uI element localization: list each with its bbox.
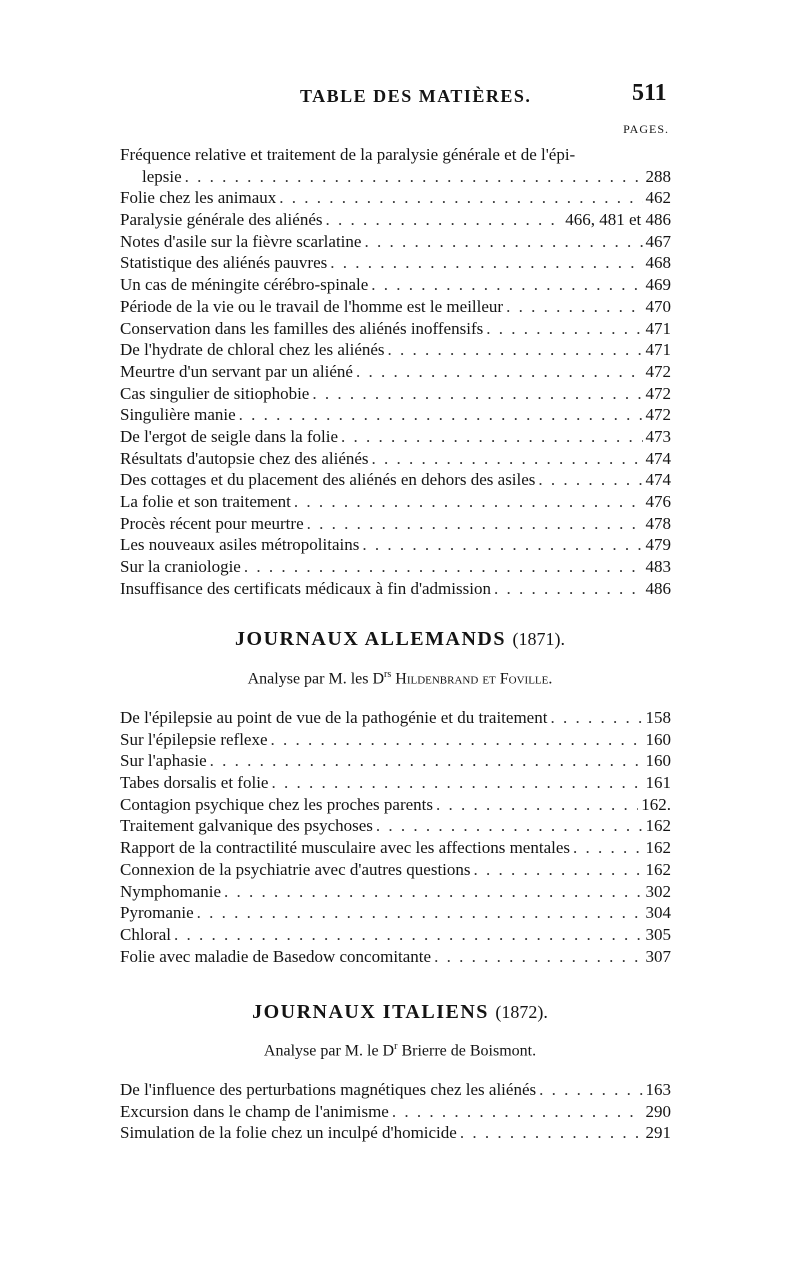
toc-entry <box>120 946 671 968</box>
toc-entry <box>120 361 671 383</box>
toc-entry-title: Sur l'aphasie <box>120 751 207 771</box>
toc-entry-page: 472 <box>645 405 671 425</box>
leader-dots <box>364 231 642 253</box>
toc-entry <box>120 187 671 209</box>
toc-entry <box>120 902 671 924</box>
analysis-prefix: Analyse par M. le D <box>263 1042 395 1060</box>
toc-entry-page: 304 <box>645 903 671 923</box>
toc-entry-title: Pyromanie <box>120 903 194 923</box>
toc-entry-page: 483 <box>645 557 671 577</box>
toc-entry <box>120 794 671 816</box>
toc-entry <box>120 318 671 340</box>
leader-dots <box>494 578 643 600</box>
leader-dots <box>271 729 643 751</box>
leader-dots <box>388 339 643 361</box>
toc-entry-page: 472 <box>645 361 671 381</box>
toc-entry <box>120 448 671 470</box>
toc-entry <box>120 404 671 426</box>
leader-dots <box>239 404 643 426</box>
toc-entry <box>120 166 671 188</box>
toc-entry-title: Procès récent pour meurtre <box>120 513 304 533</box>
toc-entry-title: Conservation dans les familles des aliénés inoffensifs <box>120 318 484 338</box>
toc-entry <box>120 252 671 274</box>
section-heading-year: (1871). <box>512 629 565 649</box>
toc-entry <box>120 556 671 578</box>
toc-entry-title: Des cottages et du placement des aliénés en dehors des asiles <box>120 470 536 490</box>
toc-entry-page: 473 <box>645 426 671 446</box>
toc-list-allemands <box>120 707 671 967</box>
toc-entry-page: 302 <box>645 881 671 901</box>
toc-entry-page: 305 <box>645 924 671 944</box>
toc-entry <box>120 815 671 837</box>
toc-entry-title: Excursion dans le champ de l'animisme <box>120 1101 389 1121</box>
toc-entry <box>120 231 671 253</box>
toc-entry-title: Meurtre d'un servant par un aliéné <box>120 361 353 381</box>
toc-entry-title: Folie chez les animaux <box>120 188 277 208</box>
toc-entry <box>120 859 671 881</box>
toc-entry-title: La folie et son traitement <box>120 492 291 511</box>
toc-entry-page: 478 <box>645 513 671 533</box>
toc-entry <box>120 772 671 794</box>
section-heading-italiens <box>0 1001 800 1024</box>
toc-entry-page: 471 <box>645 340 671 360</box>
toc-entry-title: Un cas de méningite cérébro-spinale <box>120 275 369 295</box>
toc-entry-page: 288 <box>645 166 671 186</box>
toc-entry-title: Fréquence relative et traitement de la paralysie générale et de l'épi- <box>120 145 576 164</box>
toc-entry <box>120 1122 671 1144</box>
leader-dots <box>474 859 643 881</box>
leader-dots <box>550 707 642 729</box>
leader-dots <box>294 491 643 513</box>
toc-entry <box>120 578 671 600</box>
toc-entry-page: 468 <box>645 253 671 273</box>
toc-entry <box>120 469 671 491</box>
toc-entry <box>120 339 671 361</box>
leader-dots <box>356 361 643 383</box>
leader-dots <box>376 815 643 837</box>
toc-entry <box>120 274 671 296</box>
toc-entry <box>120 144 671 166</box>
toc-entry-page: 479 <box>645 535 671 555</box>
leader-dots <box>371 274 642 296</box>
analysis-credit-italiens <box>0 1041 800 1060</box>
analysis-names: Hildenbrand et Foville. <box>395 670 553 688</box>
toc-entry-title: Traitement galvanique des psychoses <box>120 816 373 836</box>
leader-dots <box>372 448 643 470</box>
analysis-names: Brierre de Boismont. <box>401 1042 537 1060</box>
leader-dots <box>185 166 643 188</box>
toc-entry-page: 474 <box>645 470 671 490</box>
toc-entry <box>120 1101 671 1123</box>
toc-entry-title: Notes d'asile sur la fièvre scarlatine <box>120 231 362 251</box>
leader-dots <box>506 296 642 318</box>
toc-entry <box>120 491 671 513</box>
toc-entry-page: 472 <box>645 383 671 403</box>
toc-entry-page: 486 <box>645 578 671 598</box>
leader-dots <box>271 772 642 794</box>
section-heading-text: JOURNAUX ITALIENS <box>252 1001 489 1023</box>
toc-entry <box>120 383 671 405</box>
leader-dots <box>174 924 643 946</box>
toc-entry-page: 161 <box>645 773 671 793</box>
toc-entry-title: De l'hydrate de chloral chez les aliénés <box>120 340 385 360</box>
toc-entry-title: Connexion de la psychiatrie avec d'autres questions <box>120 859 471 879</box>
leader-dots <box>538 469 642 491</box>
toc-entry-title: Folie avec maladie de Basedow concomitante <box>120 946 432 966</box>
toc-entry <box>120 209 671 231</box>
toc-entry-title: Insuffisance des certificats médicaux à fin d'admission <box>120 578 491 598</box>
toc-entry-page: 291 <box>645 1123 671 1143</box>
toc-entry-title: Nymphomanie <box>120 881 222 901</box>
toc-entry <box>120 837 671 859</box>
toc-entry <box>120 513 671 535</box>
analysis-prefix: Analyse par M. les D <box>247 670 385 688</box>
leader-dots <box>197 902 643 924</box>
toc-entry-title: lepsie <box>142 166 182 186</box>
leader-dots <box>210 750 643 772</box>
leader-dots <box>224 881 642 903</box>
analysis-sup: r <box>394 1041 398 1052</box>
toc-entry <box>120 750 671 772</box>
toc-list-top <box>120 144 671 599</box>
section-heading-text: JOURNAUX ALLEMANDS <box>235 628 506 650</box>
toc-entry-title: Résultats d'autopsie chez des aliénés <box>120 448 369 468</box>
toc-entry-page: 466, 481 et 486 <box>565 210 671 230</box>
leader-dots <box>326 209 563 231</box>
toc-entry-page: 160 <box>645 751 671 771</box>
toc-entry-title: Cas singulier de sitiophobie <box>120 383 310 403</box>
toc-entry-page: 163 <box>645 1080 671 1099</box>
leader-dots <box>279 187 642 209</box>
leader-dots <box>436 794 638 816</box>
leader-dots <box>434 946 642 968</box>
toc-entry-title: Les nouveaux asiles métropolitains <box>120 535 360 555</box>
toc-entry-page: 474 <box>645 448 671 468</box>
analysis-credit-allemands <box>0 669 800 688</box>
toc-entry-page: 290 <box>645 1101 671 1121</box>
toc-entry-title: Chloral <box>120 924 171 944</box>
toc-entry-page: 469 <box>645 275 671 295</box>
section-heading-year: (1872). <box>495 1002 548 1022</box>
leader-dots <box>460 1122 643 1144</box>
toc-entry-page: 476 <box>645 492 671 511</box>
toc-entry-title: Singulière manie <box>120 405 236 425</box>
toc-entry-page: 162. <box>641 794 671 814</box>
toc-entry <box>120 881 671 903</box>
toc-entry-page: 162 <box>645 816 671 836</box>
toc-entry-page: 462 <box>645 188 671 208</box>
toc-entry <box>120 296 671 318</box>
toc-entry-title: De l'influence des perturbations magnétiques chez les aliénés <box>120 1080 537 1099</box>
toc-entry-title: Tabes dorsalis et folie <box>120 773 269 793</box>
toc-entry <box>120 729 671 751</box>
toc-entry-title: Rapport de la contractilité musculaire avec les affections mentales <box>120 838 571 858</box>
section-heading-allemands <box>0 628 800 651</box>
toc-entry <box>120 534 671 556</box>
leader-dots <box>244 556 643 578</box>
toc-entry-title: De l'ergot de seigle dans la folie <box>120 426 339 446</box>
toc-entry-title: Contagion psychique chez les proches parents <box>120 794 433 814</box>
toc-entry <box>120 1079 671 1101</box>
leader-dots <box>392 1101 643 1123</box>
leader-dots <box>539 1079 642 1101</box>
leader-dots <box>307 513 643 535</box>
toc-entry-page: 158 <box>645 708 671 727</box>
leader-dots <box>341 426 642 448</box>
toc-entry-title: De l'épilepsie au point de vue de la pathogénie et du traitement <box>120 708 548 727</box>
toc-entry-page: 307 <box>645 946 671 966</box>
leader-dots <box>573 837 642 859</box>
toc-entry-page: 470 <box>645 296 671 316</box>
running-title: TABLE DES MATIÈRES. <box>300 86 532 106</box>
leader-dots <box>312 383 642 405</box>
toc-entry-page: 162 <box>645 838 671 858</box>
toc-entry-page: 467 <box>645 231 671 251</box>
toc-entry-title: Sur l'épilepsie reflexe <box>120 729 268 749</box>
toc-entry <box>120 924 671 946</box>
leader-dots <box>486 318 642 340</box>
toc-entry-title: Paralysie générale des aliénés <box>120 210 323 230</box>
toc-entry-title: Période de la vie ou le travail de l'homme est le meilleur <box>120 296 504 316</box>
toc-entry <box>120 707 671 729</box>
page-number: 511 <box>632 80 667 106</box>
leader-dots <box>330 252 642 274</box>
toc-list-italiens <box>120 1079 671 1144</box>
toc-entry-title: Simulation de la folie chez un inculpé d'homicide <box>120 1123 457 1143</box>
leader-dots <box>362 534 642 556</box>
toc-entry-title: Sur la craniologie <box>120 557 241 577</box>
pages-column-label: PAGES. <box>623 122 669 136</box>
analysis-sup: rs <box>384 669 392 680</box>
toc-entry-page: 160 <box>645 729 671 749</box>
toc-entry <box>120 426 671 448</box>
toc-entry-page: 162 <box>645 859 671 879</box>
toc-entry-title: Statistique des aliénés pauvres <box>120 253 328 273</box>
toc-entry-page: 471 <box>645 318 671 338</box>
